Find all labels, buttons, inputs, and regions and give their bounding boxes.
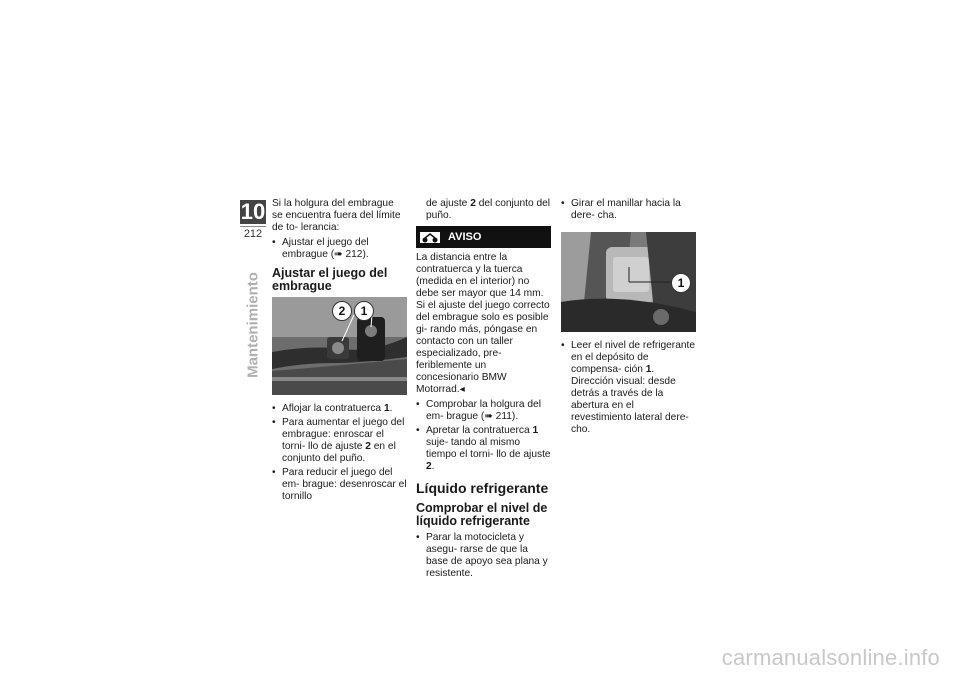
notice-banner: [416, 226, 551, 248]
bullet-check-play: [416, 399, 551, 423]
callout-1: 1: [354, 301, 374, 321]
section-heading-coolant: Líquido refrigerante: [416, 480, 549, 496]
bullet-text: Para aumentar el juego del embrague: enroscar el torni- llo de ajuste: [282, 417, 405, 452]
bullet-text: en el conjunto del puño.: [282, 441, 396, 464]
bullet-adjust-clutch: [272, 237, 407, 261]
notice-label: AVISO: [448, 231, 482, 243]
ref-number: 1: [383, 403, 390, 414]
continued-text: [416, 198, 551, 222]
bullet-park-motorcycle: [416, 532, 551, 580]
motorcycle-warning-icon: [420, 230, 440, 244]
bullet-text: suje- tando al mismo tiempo el torni- llo de ajuste: [426, 437, 551, 460]
column-1: [272, 198, 407, 505]
bullet-text: Comprobar la holgura del em- brague (➠ 211).: [426, 399, 541, 422]
bullet-increase-play: [272, 417, 407, 465]
bullet-text: .: [389, 403, 393, 414]
text: de ajuste: [426, 198, 471, 209]
chapter-number: 10: [240, 199, 266, 224]
bullet-text: Ajustar el juego del embrague (➠ 212).: [282, 237, 369, 260]
bullet-text: Girar el manillar hacia la dere- cha.: [571, 198, 681, 221]
ref-number: 2: [365, 441, 371, 452]
ref-number: 1: [645, 364, 652, 375]
bullet-text: Parar la motocicleta y asegu- rarse de que la base de apoyo sea plana y resistente.: [426, 532, 548, 579]
column-3: [561, 198, 696, 438]
clutch-lever-photo: [272, 297, 407, 395]
chapter-tab: [240, 200, 266, 240]
callout-2: 2: [332, 301, 352, 321]
ref-number: 1: [532, 425, 539, 436]
subsection-heading-check-coolant: Comprobar el nivel de líquido refrigerante: [416, 501, 548, 528]
intro-text: Si la holgura del embrague se encuentra fuera del límite de to- lerancia:: [272, 198, 401, 233]
ref-number: 2: [426, 461, 432, 472]
page-number: 212: [240, 226, 266, 240]
coolant-reservoir-photo: [561, 232, 696, 332]
bullet-text: .: [431, 461, 435, 472]
bullet-text: Leer el nivel de refrigerante en el depósito de compensa- ción: [571, 340, 696, 375]
bullet-reduce-play: [272, 467, 407, 503]
chapter-title-text: Mantenimiento: [244, 272, 262, 378]
column-2: [416, 198, 551, 582]
ref-number: 2: [470, 198, 476, 209]
watermark: carmanualsonline.info: [721, 645, 940, 670]
bullet-turn-handlebar: [561, 198, 696, 222]
callout-1: 1: [671, 273, 691, 293]
text: del conjunto del puño.: [426, 198, 551, 221]
bullet-text: Apretar la contratuerca: [426, 425, 533, 436]
chapter-title: [240, 272, 266, 378]
bullet-text: Aflojar la contratuerca: [282, 403, 384, 414]
section-heading-adjust: Ajustar el juego del embrague: [272, 266, 388, 293]
bullet-text: Para reducir el juego del em- brague: desenroscar el tornillo: [282, 467, 407, 502]
notice-text: La distancia entre la contratuerca y la tuerca (medida en el interior) no debe ser mayor que 14 mm. Si el ajuste del juego correcto del embrague solo es posible gi- rando más, póngase en contacto con un taller especializado, pre- feriblemente un concesionario BMW Motorrad.◂: [416, 252, 550, 395]
bullet-tighten-locknut: [416, 425, 551, 473]
bullet-text: . Dirección visual: desde detrás a través de la abertura en el revestimiento lateral dere- cho.: [571, 364, 689, 435]
bullet-loosen-locknut: [272, 403, 407, 415]
bullet-read-coolant-level: [561, 340, 696, 436]
